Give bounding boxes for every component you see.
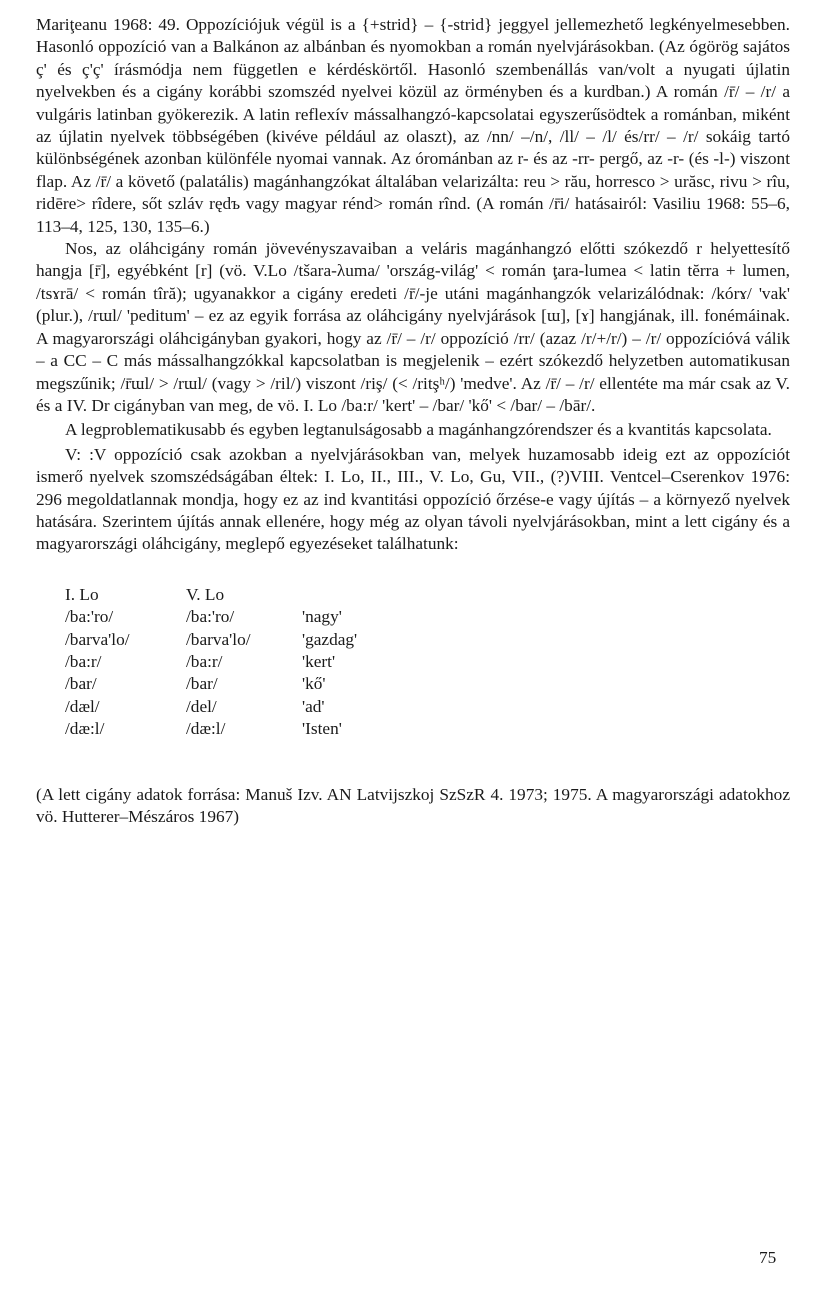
table-cell: /del/ xyxy=(186,696,217,716)
table-cell: 'gazdag' xyxy=(302,629,358,649)
paragraph-vowel-system: A legproblematikusabb és egyben legtanulságosabb a magánhangzórendszer és a kvantitás kapcsolata. xyxy=(65,420,772,440)
table-cell: /ba:r/ xyxy=(65,651,102,671)
paragraph-quantity-opposition: V: :V oppozíció csak azokban a nyelvjárásokban van, melyek huzamosabb ideig ezt az oppozíciót ismerő nyelvek szomszédságában éltek: I. Lo, II., III., V. Lo, Gu, VII., (?)VIII. Ventcel–Cserenkov 1976: 296 megoldatlannak mondja, hogy ez az ind kvantitási oppozíció őrzése-e vagy újítás – a környező nyelvek hatására. Szerintem újítás annak ellenére, hogy még az olyan távoli nyelvjárásokban, mint a lett cigány és a magyarországi oláhcigány, meglepő egyezéseket találhatunk: xyxy=(36,444,790,554)
table-cell: /barva'lo/ xyxy=(65,629,130,649)
page-number: 75 xyxy=(759,1248,777,1267)
column-header-v-lo: V. Lo xyxy=(186,584,225,604)
table-cell: /bar/ xyxy=(65,674,97,694)
table-cell: /dæl/ xyxy=(65,696,100,716)
table-row xyxy=(65,651,422,673)
table-cell: 'nagy' xyxy=(302,607,342,627)
paragraph-olahcigany-r: Nos, az oláhcigány román jövevényszavaiban a veláris magánhangzó előtti szókezdő r helyettesítő hangja [r̄], egyébként [r] (vö. V.Lo /tšara-λuma/ 'ország-világ' < román ţara-lumea < latin tĕrra + lumen, /tsɤrā/ < román tîră); ugyanakkor a cigány eredeti /r̄/-je utáni magánhangzók velarizálódnak: /kórɤ/ 'vak' (plur.), /rɯl/ 'peditum' – ez az egyik forrása az oláhcigány nyelvjárások [ɯ], [ɤ] hangjának, ill. fonémáinak. A magyarországi oláhcigányban gyakori, hogy az /r̄/ – /r/ oppozíció /rr/ (azaz /r/+/r/) – /r/ oppozícióvá válik – a CC – C más mássalhangzókkal kapcsolatban is megjelenik – ezért szókezdő helyzetben automatikusan megszűnik; /r̄ɯl/ > /rɯl/ (vagy > /ril/) viszont /riş/ (< /ritşʰ/) 'medve'. Az /r̄/ – /r/ ellentéte ma már csak az V. és a IV. Dr cigányban van meg, de vö. I. Lo /ba:r/ 'kert' – /bar/ 'kő' < /bar/ – /bār/. xyxy=(36,239,790,415)
table-cell: /ba:'ro/ xyxy=(186,607,235,627)
table-cell: /barva'lo/ xyxy=(186,629,251,649)
table-row xyxy=(65,696,422,718)
page-body xyxy=(36,14,790,828)
table-row xyxy=(65,718,422,740)
table-cell: /bar/ xyxy=(186,674,218,694)
source-note: (A lett cigány adatok forrása: Manuš Izv. AN Latvijszkoj SzSzR 4. 1973; 1975. A magyarországi adatokhoz vö. Hutterer–Mészáros 1967) xyxy=(36,784,790,826)
paragraph-mariteanu: Mariţeanu 1968: 49. Oppozíciójuk végül is a {+strid} – {-strid} jeggyel jellemezhető legkényelmesebben. Hasonló oppozíció van a Balkánon az albánban és nyomokban a román nyelvjárásokban. (Az ógörög sajátos ç' és ç'ç' írásmódja nem független e kérdéskörtől. Hasonló szembenállás van/volt a nyugati újlatin nyelvekben és a cigány korábbi szomszéd nyelvei közül az örményben és a kurdban.) A román /r̄/ – /r/ a vulgáris latinban gyökerezik. A latin reflexív mássalhangzó-kapcsolatai egyszerűsödtek a románban, miként az újlatin nyelvek többségében (kivéve például az olaszt), az /nn/ –/n/, /ll/ – /l/ és/rr/ – /r/ sokáig tartó különbségének azonban különféle nyomai vannak. Az órománban az r- és az -rr- pergő, az -r- (és -l-) viszont flap. Az /r̄/ a követő (palatális) magánhangzókat általában velarizálta: reu > rău, horresco > urăsc, rivu > rîu, ridēre> rîdere, sőt szláv rędъ vagy magyar rénd> román rînd. (A román /r̄i/ hatásairól: Vasiliu 1968: 55–6, 113–4, 125, 130, 135–6.) xyxy=(36,15,790,236)
table-cell: /ba:r/ xyxy=(186,651,223,671)
table-cell: 'kert' xyxy=(302,651,336,671)
table-row xyxy=(65,629,422,651)
column-header-gloss xyxy=(302,584,422,606)
table-row xyxy=(65,606,422,628)
table-row xyxy=(65,673,422,695)
table-cell: /dæ:l/ xyxy=(186,719,226,739)
table-cell: 'kő' xyxy=(302,674,326,694)
table-cell: 'Isten' xyxy=(302,719,342,739)
table-header-row xyxy=(65,584,422,606)
word-comparison-table xyxy=(65,584,422,741)
table-cell: 'ad' xyxy=(302,696,325,716)
column-header-i-lo: I. Lo xyxy=(65,584,99,604)
table-cell: /dæ:l/ xyxy=(65,719,105,739)
table-cell: /ba:'ro/ xyxy=(65,607,114,627)
